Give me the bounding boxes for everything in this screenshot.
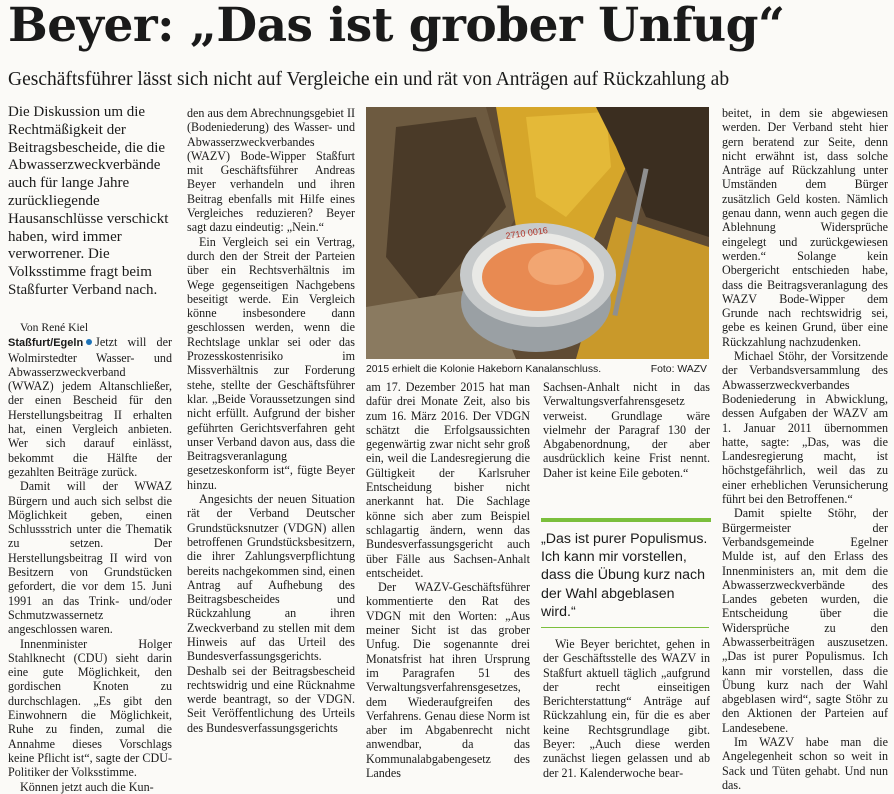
subheadline: Geschäftsführer lässt sich nicht auf Vergleiche ein und rät von Anträgen auf Rückzahlung ab — [8, 69, 730, 90]
column-1-paragraph-1: Staßfurt/Egeln Jetzt will der Wolmirstedter Wasser- und Abwasserzweckverband (WWAZ) jedem Altanschließer, der einen Bescheid für den Herstellungsbeitrag II erhalten hat, einen Vergleich anbieten. Wer sich darauf einlässt, bekommt die Hälfte der gezahlten Beiträge zurück. — [8, 335, 172, 479]
lead-paragraph: Die Diskussion um die Rechtmäßigkeit der Beitragsbescheide, die die Abwasserzweckverbände auch für lange Jahre zurückliegende Hausanschlüsse verschickt haben, wird immer verworrener. Die Volksstimme fragt beim Staßfurter Verband nach. — [8, 104, 169, 298]
column-2-paragraph-3: Angesichts der neuen Situation rät der Verband Deutscher Grundstücksnutzer (VDGN) allen betroffenen Grundstücksbesitzern, die ihrer Zahlungsverpflichtung bereits nachgekommen sind, einen Antrag auf Aufhebung des Beitragsbescheides und Rückzahlung an ihren Zweckverband zu stellen mit dem Hinweis auf das Urteil des Bundesverfassungsgerichts. Deshalb sei der Beitragsbescheid rechtswidrig und eine Rücknahme werde beantragt, so der VDGN. Seit Veröffentlichung des Urteils des Bundesverfassungsgerichts — [187, 492, 355, 735]
column-3-paragraph-2: Der WAZV-Geschäftsführer kommentierte den Rat des VDGN mit den Worten: „Aus meiner Sicht ist das grober Unfug. Die sogenannte drei Monatsfrist hat ihren Ursprung im Paragrafen 51 des Verwaltungsverfahrensgesetzes, dem Wiederaufgreifen des Verfahrens. Genau diese Norm ist aber im Abgabenrecht nicht anwendbar, da das Kommunalabgabengesetz des Landes — [366, 580, 530, 781]
column-4-paragraph-1: Sachsen-Anhalt nicht in das Verwaltungsverfahrensgesetz verweist. Grundlage wäre vielmehr der Paragraf 130 der Abgabenordnung, der aber ausdrücklich keine Frist nennt. Daher ist keine Eile geboten.“ — [543, 380, 710, 480]
column-5-paragraph-3: Damit spielte Stöhr, der Bürgermeister der Verbandsgemeinde Egelner Mulde ist, auf den Erlass des Innenministers an, mit dem die Abwasserzweckverbände des Landes gebeten wurden, die Entscheidung über die Widersprüche zu den Abwasserbeiträgen auszusetzen. „Das ist purer Populismus. Ich kann mir vorstellen, dass die Übung kurz nach der Wahl abgeblasen wird“, sagte Stöhr zu den Aktionen der Parteien auf Landesebene. — [722, 506, 888, 735]
pull-quote: „Das ist purer Populismus. Ich kann mir vorstellen, dass die Übung kurz nach der Wahl abgeblasen wird.“ — [541, 518, 711, 621]
sewer-connection-photo — [366, 107, 709, 359]
column-4-paragraph-2: Wie Beyer berichtet, gehen in der Geschäftsstelle des WAZV in Staßfurt aktuell täglich „aufgrund der recht einseitigen Berichterstattung“ Anträge auf Rückzahlung ein, für die es aber keine Rechtsgrundlage gibt. Beyer: „Auch diese werden zunächst liegen gelassen und ab der 21. Kalenderwoche bear- — [543, 637, 710, 780]
photo-credit: Foto: WAZV — [650, 364, 707, 375]
article-photo — [366, 107, 709, 359]
column-4-top — [543, 380, 710, 480]
column-1-paragraph-4: Können jetzt auch die Kun- — [20, 779, 154, 794]
dateline: Staßfurt/Egeln — [8, 337, 84, 350]
column-4-bottom — [543, 637, 710, 780]
photo-stamp-label: 2710 0016 — [504, 225, 549, 241]
column-1-body — [8, 321, 172, 794]
column-5-paragraph-2: Michael Stöhr, der Vorsitzende der Verbandsversammlung des Abwasserzweckverbandes Bodeniederung in Abwicklung, dessen Aufgaben der WAZV am 1. Januar 2011 übernommen hatte, sagte: „Das, was die Landesregierung macht, ist höchstgefährlich, weil das zu einer erheblichen Verunsicherung führt bei den Betroffenen.“ — [722, 349, 888, 507]
byline: Von René Kiel — [20, 321, 89, 334]
column-5-paragraph-4: Im WAZV habe man die Angelegenheit schon so weit in Sack und Tüten gehabt. Und nun das. — [722, 735, 888, 792]
column-3-paragraph-1: am 17. Dezember 2015 hat man dafür drei Monate Zeit, also bis zum 16. März 2016. Der VDGN schätzt die Erfolgsaussichten gegenwärtig zwar nicht sehr groß ein, weil die Landesregierung die Gültigkeit der Karlsruher Entscheidung bisher nicht anerkannt hat. Die Sachlage könne sich aber zum Beispiel schlagartig ändern, wenn das Bundesverfassungsgericht auch über Fälle aus Sachsen-Anhalt entscheidet. — [366, 380, 530, 580]
column-5-paragraph-1: beitet, in dem sie abgewiesen werden. Der Verband steht hier gern beratend zur Seite, denn nicht erwähnt ist, dass solche Anträge auf Rückzahlung unter Umständen dem Bürger zusätzlich Geld kosten. Nämlich genau dann, wenn auch gegen die Ablehnung Widersprüche eingelegt und zurückgewiesen werden.“ Solange kein Obergericht entschieden habe, dass die Beitragsveranlagung des WAZV Bode-Wipper dem Grunde nach rechtswidrig sei, gebe es keinen Grund, über eine Rückzahlung nachzudenken. — [722, 106, 888, 349]
photo-caption: 2015 erhielt die Kolonie Hakeborn Kanalanschluss. — [366, 364, 602, 375]
pull-quote-rule — [541, 627, 709, 628]
photo-caption-row — [366, 363, 709, 376]
column-2-paragraph-2: Ein Vergleich sei ein Vertrag, durch den der Streit der Parteien über ein Rechtsverhältnis im Wege gegenseitigen Nachgebens beseitigt werde. Ein Vergleich könne insbesondere dann geschlossen werden, wenn die Rechtslage unklar sei oder das Prozesskostenrisiko im Missverhältnis zur Forderung stehe, stellte der Geschäftsführer klar. „Beide Voraussetzungen sind nicht erfüllt. Aufgrund der bisher geführten Gerichtsverfahren geht unser Verband davon aus, dass die Beitragsveranlagung gesetzeskonform ist“, fügte Beyer hinzu. — [187, 234, 355, 492]
column-2-paragraph-1: den aus dem Abrechnungsgebiet II (Bodeniederung) des Wasser- und Abwasserzweckverbandes (WAZV) Bode-Wipper Staßfurt mit Geschäftsführer Andreas Beyer verhandeln und ihren Beitrag ebenfalls mit Hilfe eines Vergleiches reduzieren? Beyer sagt dazu eindeutig: „Nein.“ — [187, 106, 355, 235]
column-1-paragraph-2: Damit will der WWAZ Bürgern und auch sich selbst die Möglichkeit geben, einen Schlussstrich unter die Thematik zu setzen. Der Herstellungsbeitrag II wird von Besitzern von Grundstücken gefordert, die vor dem 15. Juni 1991 an das Trink- und/oder Schmutzwassernetz angeschlossen waren. — [8, 479, 172, 637]
column-5 — [722, 106, 888, 792]
column-2 — [187, 106, 355, 735]
headline: Beyer: „Das ist grober Unfug“ — [8, 0, 785, 53]
dateline-dot-icon — [86, 339, 92, 345]
column-3 — [366, 380, 530, 780]
column-1-paragraph-3: Innenminister Holger Stahlknecht (CDU) sieht darin eine gute Möglichkeit, den gordischen Knoten zu durchschlagen. „Es gibt den Einwohnern die Möglichkeit, Ruhe zu finden, zumal die Annahme dieses Vorschlags keine Pflicht ist“, sagte der CDU-Politiker der Volksstimme. — [8, 636, 172, 780]
